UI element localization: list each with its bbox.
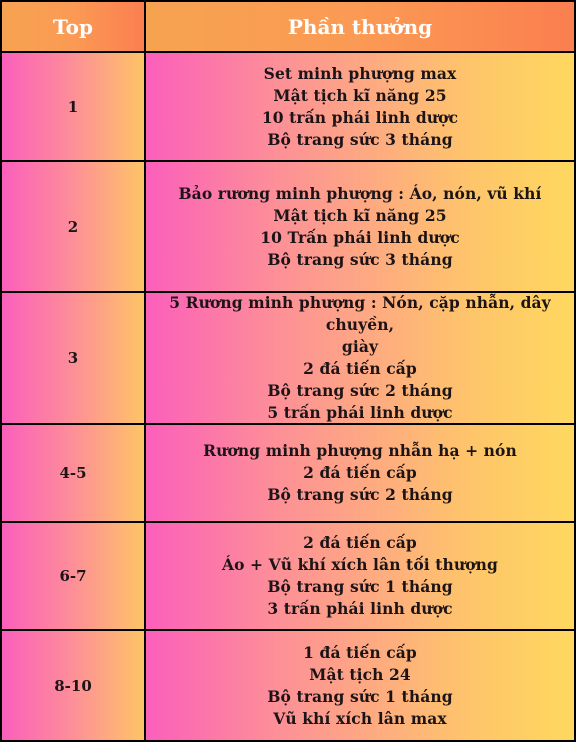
reward-line: 5 Rương minh phượng : Nón, cặp nhẫn, dây chuyền, <box>169 293 551 334</box>
rank-cell: 4-5 <box>2 425 144 521</box>
reward-line: Bảo rương minh phượng : Áo, nón, vũ khí <box>178 183 542 203</box>
table-header <box>0 2 576 51</box>
reward-line: 10 Trấn phái linh dược <box>260 227 460 247</box>
rank-cell: 6-7 <box>2 523 144 629</box>
table-row <box>0 631 576 740</box>
header-reward: Phần thưởng <box>146 2 574 51</box>
reward-line: Mật tịch 24 <box>309 664 411 684</box>
reward-line: Rương minh phượng nhẫn hạ + nón <box>203 441 517 460</box>
header-top: Top <box>2 2 144 51</box>
table-row <box>0 162 576 291</box>
reward-line: Áo + Vũ khí xích lân tối thượng <box>222 555 498 574</box>
reward-line: Bộ trang sức 3 tháng <box>267 129 453 149</box>
reward-cell <box>146 293 574 423</box>
reward-line: Bộ trang sức 2 tháng <box>267 485 453 504</box>
rank-cell: 2 <box>2 162 144 291</box>
reward-line: Mật tịch kĩ năng 25 <box>273 85 447 105</box>
reward-cell <box>146 162 574 291</box>
reward-line: Mật tịch kĩ năng 25 <box>273 205 447 225</box>
rank-cell: 1 <box>2 53 144 160</box>
rank-cell: 8-10 <box>2 631 144 740</box>
reward-line: Bộ trang sức 2 tháng <box>267 381 453 400</box>
reward-line: 2 đá tiến cấp <box>303 463 417 482</box>
reward-cell <box>146 53 574 160</box>
reward-line: Bộ trang sức 3 tháng <box>267 249 453 269</box>
reward-line: Vũ khí xích lân max <box>273 708 447 728</box>
reward-line: Bộ trang sức 1 tháng <box>267 686 453 706</box>
reward-cell <box>146 523 574 629</box>
reward-line: 10 trấn phái linh dược <box>261 107 459 127</box>
rank-cell: 3 <box>2 293 144 423</box>
table-row <box>0 53 576 160</box>
reward-line: 5 trấn phái linh dược <box>267 403 453 422</box>
reward-cell <box>146 631 574 740</box>
reward-line: 3 trấn phái linh dược <box>267 599 453 618</box>
table-row <box>0 293 576 423</box>
reward-line: 2 đá tiến cấp <box>303 359 417 378</box>
table-row <box>0 425 576 521</box>
reward-line: 1 đá tiến cấp <box>303 642 417 662</box>
reward-line: 2 đá tiến cấp <box>303 533 417 552</box>
reward-cell <box>146 425 574 521</box>
reward-line: Set minh phượng max <box>263 63 457 83</box>
table-row <box>0 523 576 629</box>
reward-line: Bộ trang sức 1 tháng <box>267 577 453 596</box>
reward-line: giày <box>341 337 379 356</box>
